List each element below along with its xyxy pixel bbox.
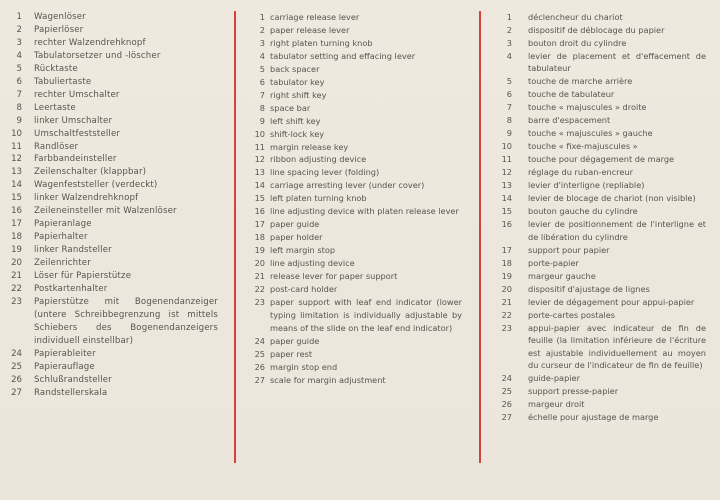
parts-list-item — [8, 50, 218, 63]
item-number: 15 — [254, 193, 265, 204]
item-number: 4 — [16, 50, 22, 61]
item-number: 17 — [254, 219, 265, 230]
parts-list-item — [8, 361, 218, 374]
item-label: Wagenfeststeller (verdeckt) — [34, 180, 158, 191]
item-number: 21 — [11, 271, 22, 282]
item-label: tabulator setting and effacing lever — [270, 50, 416, 61]
parts-list-item — [252, 231, 462, 244]
parts-list-item — [252, 76, 462, 89]
item-number: 18 — [11, 232, 22, 243]
item-number: 5 — [506, 76, 512, 87]
item-label: margeur droit — [528, 399, 585, 410]
item-label: dispositif d'ajustage de lignes — [528, 283, 650, 294]
item-number: 11 — [254, 141, 265, 152]
item-label: touche « fixe-majuscules » — [528, 141, 638, 152]
parts-list-item — [500, 372, 706, 384]
item-label: back spacer — [270, 63, 320, 74]
parts-list-item — [8, 63, 218, 76]
item-label: rechter Walzendrehknopf — [34, 37, 146, 48]
item-label: Randlöser — [34, 141, 79, 152]
parts-list-item — [500, 166, 706, 178]
parts-list-item — [8, 244, 218, 257]
parts-list-item — [500, 270, 706, 282]
item-label: levier de blocage de chariot (non visible) — [528, 193, 696, 204]
item-label: line adjusting device — [270, 258, 355, 269]
item-number: 16 — [501, 219, 512, 230]
parts-list-item — [252, 63, 462, 76]
item-label: paper guide — [270, 219, 320, 230]
parts-list-item — [500, 24, 706, 36]
item-number: 20 — [254, 258, 265, 269]
item-label: Wagenlöser — [34, 12, 86, 22]
item-label: bouton droit du cylindre — [528, 38, 627, 48]
item-number: 22 — [11, 284, 22, 295]
item-label: Farbbandeinsteller — [34, 154, 117, 165]
item-label: Rücktaste — [34, 63, 78, 74]
parts-list-item — [8, 231, 218, 244]
parts-list-item — [252, 141, 462, 154]
item-number: 27 — [501, 412, 512, 423]
parts-list-item — [8, 257, 218, 270]
item-number: 2 — [506, 25, 512, 35]
item-label: Postkartenhalter — [34, 284, 108, 295]
parts-list-item — [500, 140, 706, 152]
item-label: post-card holder — [270, 284, 338, 295]
item-number: 27 — [254, 374, 265, 385]
parts-list-item — [500, 257, 706, 269]
item-number: 8 — [506, 115, 512, 126]
item-label: support presse-papier — [528, 386, 619, 397]
item-label: margin stop end — [270, 361, 338, 372]
item-number: 26 — [11, 374, 22, 385]
item-label: levier de positionnement de l'interligne et de libération du cylindre — [528, 219, 706, 242]
parts-list-item — [252, 24, 462, 37]
item-label: guide-papier — [528, 373, 580, 384]
item-number: 22 — [501, 309, 512, 320]
parts-list-item — [500, 114, 706, 126]
item-number: 6 — [16, 76, 22, 87]
item-label: Leertaste — [34, 102, 76, 113]
item-label: left margin stop — [270, 245, 336, 256]
item-label: Löser für Papierstütze — [34, 271, 132, 282]
parts-list-item — [500, 411, 706, 423]
parts-list-item — [500, 385, 706, 397]
item-number: 7 — [506, 102, 512, 113]
item-label: touche « majuscules » droite — [528, 102, 647, 113]
item-number: 24 — [11, 348, 22, 359]
item-number: 7 — [16, 89, 22, 100]
item-number: 9 — [16, 115, 22, 126]
item-number: 3 — [16, 37, 22, 48]
item-number: 22 — [254, 284, 265, 295]
item-number: 19 — [501, 270, 512, 281]
item-number: 12 — [501, 167, 512, 178]
parts-list-item — [500, 11, 706, 23]
parts-list-item — [500, 153, 706, 165]
parts-list-item — [252, 166, 462, 179]
parts-list-item — [252, 115, 462, 128]
parts-list-item — [8, 24, 218, 37]
item-label: Papierlöser — [34, 24, 84, 35]
item-label: rechter Umschalter — [34, 89, 120, 100]
item-label: left shift key — [270, 115, 321, 126]
parts-list-item — [8, 179, 218, 192]
item-number: 9 — [506, 128, 512, 139]
item-number: 24 — [501, 373, 512, 384]
item-label: bouton gauche du cylindre — [528, 206, 638, 217]
item-number: 12 — [254, 154, 265, 165]
item-label: line adjusting device with platen release lever — [270, 206, 459, 217]
german-parts-list — [8, 11, 218, 400]
french-parts-list — [500, 11, 706, 424]
item-number: 21 — [254, 271, 265, 282]
item-label: Zeilenschalter (klappbar) — [34, 167, 147, 178]
item-number: 11 — [501, 154, 512, 165]
item-label: Papierstütze mit Bogenendanzeiger (untere Schreibbegrenzung ist mittels Schiebers des Bogenendanzeigers individuell einstellbar) — [34, 296, 218, 346]
item-label: linker Randsteller — [34, 245, 112, 256]
item-number: 15 — [501, 206, 512, 217]
parts-list-item — [252, 89, 462, 102]
item-number: 17 — [11, 219, 22, 230]
item-number: 27 — [11, 387, 22, 398]
item-label: touche de tabulateur — [528, 89, 615, 100]
item-number: 16 — [11, 206, 22, 217]
parts-list-item — [500, 398, 706, 410]
parts-list-item — [8, 218, 218, 231]
item-label: margeur gauche — [528, 270, 596, 281]
parts-list-item — [252, 283, 462, 296]
item-number: 10 — [501, 141, 512, 152]
item-label: Umschaltfeststeller — [34, 128, 121, 139]
item-label: Papierauflage — [34, 361, 95, 372]
item-number: 20 — [501, 283, 512, 294]
item-label: right platen turning knob — [270, 37, 373, 48]
parts-list-item — [8, 205, 218, 218]
parts-list-item — [8, 89, 218, 102]
item-label: Papierhalter — [34, 232, 88, 243]
parts-list-item — [500, 101, 706, 113]
parts-list-item — [500, 127, 706, 139]
red-column-divider — [479, 11, 481, 463]
item-label: levier d'interligne (repliable) — [528, 180, 645, 191]
item-number: 8 — [16, 102, 22, 113]
parts-list-item — [252, 361, 462, 374]
item-number: 15 — [11, 193, 22, 204]
item-number: 14 — [501, 193, 512, 204]
item-number: 12 — [11, 154, 22, 165]
item-number: 10 — [11, 128, 22, 139]
item-number: 25 — [501, 386, 512, 397]
parts-list-item — [252, 153, 462, 166]
parts-list-item — [8, 192, 218, 205]
item-number: 2 — [16, 24, 22, 35]
english-parts-list — [252, 11, 462, 387]
parts-list-item — [8, 387, 218, 400]
item-number: 24 — [254, 335, 265, 346]
item-number: 5 — [16, 63, 22, 74]
parts-list-item — [252, 128, 462, 141]
parts-list-item — [8, 141, 218, 154]
item-label: appui-papier avec indicateur de fin de feuille (la limitation inférieure de l'écriture est ajustable individuellement au moyen du curseur de l'indicateur de fin de feuille) — [528, 322, 706, 371]
item-number: 3 — [259, 37, 265, 48]
item-label: échelle pour ajustage de marge — [528, 412, 659, 423]
parts-list-item — [500, 283, 706, 295]
item-number: 2 — [259, 24, 265, 35]
parts-list-item — [252, 270, 462, 283]
parts-list-item — [8, 128, 218, 141]
item-number: 25 — [11, 361, 22, 372]
item-label: dispositif de déblocage du papier — [528, 25, 665, 35]
item-label: right shift key — [270, 89, 327, 100]
item-number: 14 — [254, 180, 265, 191]
parts-list-item — [8, 374, 218, 387]
item-label: Tabulatorsetzer und -löscher — [34, 50, 161, 61]
item-label: margin release key — [270, 141, 349, 152]
item-number: 25 — [254, 348, 265, 359]
item-label: Zeilenrichter — [34, 258, 91, 269]
item-number: 26 — [501, 399, 512, 410]
item-number: 10 — [254, 128, 265, 139]
item-label: porte-cartes postales — [528, 309, 616, 320]
item-number: 23 — [501, 322, 512, 333]
parts-list-item — [500, 296, 706, 308]
parts-list-item — [252, 179, 462, 192]
item-label: Schlußrandsteller — [34, 374, 112, 385]
parts-list-item — [252, 296, 462, 335]
item-label: déclencheur du chariot — [528, 12, 623, 22]
parts-list-item — [8, 270, 218, 283]
item-label: Papieranlage — [34, 219, 92, 230]
item-label: scale for margin adjustment — [270, 374, 386, 385]
item-number: 1 — [259, 12, 265, 22]
parts-list-item — [8, 166, 218, 179]
item-label: touche pour dégagement de marge — [528, 154, 675, 165]
parts-list-item — [500, 322, 706, 372]
item-label: paper release lever — [270, 24, 350, 35]
item-label: levier de dégagement pour appui-papier — [528, 296, 695, 307]
item-number: 13 — [501, 180, 512, 191]
item-number: 19 — [254, 245, 265, 256]
item-number: 18 — [254, 232, 265, 243]
item-number: 9 — [259, 115, 265, 126]
parts-list-item — [252, 348, 462, 361]
parts-list-item — [252, 192, 462, 205]
parts-list-item — [500, 218, 706, 243]
item-label: Randstellerskala — [34, 387, 108, 398]
parts-list-item — [8, 37, 218, 50]
item-label: touche « majuscules » gauche — [528, 128, 653, 139]
item-label: levier de placement et d'effacement de tabulateur — [528, 51, 706, 74]
parts-list-item — [8, 348, 218, 361]
item-number: 16 — [254, 206, 265, 217]
parts-list-item — [252, 11, 462, 24]
parts-list-item — [500, 179, 706, 191]
item-label: release lever for paper support — [270, 271, 398, 282]
item-label: line spacing lever (folding) — [270, 167, 380, 178]
item-label: linker Umschalter — [34, 115, 113, 126]
item-label: Papierableiter — [34, 348, 96, 359]
item-number: 23 — [11, 296, 22, 307]
parts-list-item — [500, 244, 706, 256]
item-label: shift-lock key — [270, 128, 325, 139]
item-number: 20 — [11, 258, 22, 269]
item-number: 14 — [11, 180, 22, 191]
parts-list-item — [252, 37, 462, 50]
item-number: 26 — [254, 361, 265, 372]
parts-list-item — [500, 50, 706, 75]
parts-list-item — [500, 88, 706, 100]
item-number: 3 — [506, 38, 512, 48]
parts-list-item — [8, 283, 218, 296]
item-number: 19 — [11, 245, 22, 256]
item-label: Zeileneinsteller mit Walzenlöser — [34, 206, 177, 217]
item-number: 13 — [254, 167, 265, 178]
item-number: 6 — [259, 76, 265, 87]
item-number: 11 — [11, 141, 22, 152]
parts-list-item — [500, 309, 706, 321]
item-label: paper rest — [270, 348, 313, 359]
parts-list-item — [8, 296, 218, 348]
item-number: 23 — [254, 296, 265, 307]
item-label: porte-papier — [528, 257, 579, 268]
parts-list-item — [8, 11, 218, 24]
item-number: 18 — [501, 257, 512, 268]
item-label: paper holder — [270, 232, 323, 243]
item-number: 8 — [259, 102, 265, 113]
parts-list-item — [252, 102, 462, 115]
parts-list-item — [500, 192, 706, 204]
parts-list-item — [8, 102, 218, 115]
item-number: 4 — [259, 50, 265, 61]
parts-list-item — [252, 218, 462, 231]
item-label: ribbon adjusting device — [270, 154, 367, 165]
item-number: 5 — [259, 63, 265, 74]
parts-list-item — [500, 75, 706, 87]
item-label: touche de marche arrière — [528, 76, 633, 87]
item-label: barre d'espacement — [528, 115, 611, 126]
parts-list-item — [252, 257, 462, 270]
item-label: paper support with leaf end indicator (lower typing limitation is individually adjustable by means of the slide on the leaf end indicator) — [270, 296, 462, 333]
parts-list-item — [8, 76, 218, 89]
item-label: left platen turning knob — [270, 193, 367, 204]
item-label: carriage arresting lever (under cover) — [270, 180, 425, 191]
parts-list-item — [500, 205, 706, 217]
parts-list-item — [8, 115, 218, 128]
item-label: carriage release lever — [270, 12, 360, 22]
parts-list-item — [252, 205, 462, 218]
item-label: support pour papier — [528, 244, 610, 255]
parts-list-item — [8, 153, 218, 166]
item-number: 4 — [506, 51, 512, 61]
parts-list-item — [252, 374, 462, 387]
item-label: réglage du ruban-encreur — [528, 167, 633, 178]
item-number: 1 — [16, 12, 22, 22]
parts-list-item — [252, 50, 462, 63]
parts-list-item — [252, 244, 462, 257]
item-number: 17 — [501, 244, 512, 255]
item-number: 21 — [501, 296, 512, 307]
parts-list-item — [500, 37, 706, 49]
item-number: 1 — [506, 12, 512, 22]
item-number: 13 — [11, 167, 22, 178]
red-column-divider — [234, 11, 236, 463]
item-label: linker Walzendrehknopf — [34, 193, 139, 204]
item-label: Tabuliertaste — [34, 76, 92, 87]
item-number: 6 — [506, 89, 512, 100]
item-label: tabulator key — [270, 76, 325, 87]
parts-list-item — [252, 335, 462, 348]
item-label: paper guide — [270, 335, 320, 346]
item-number: 7 — [259, 89, 265, 100]
item-label: space bar — [270, 102, 311, 113]
